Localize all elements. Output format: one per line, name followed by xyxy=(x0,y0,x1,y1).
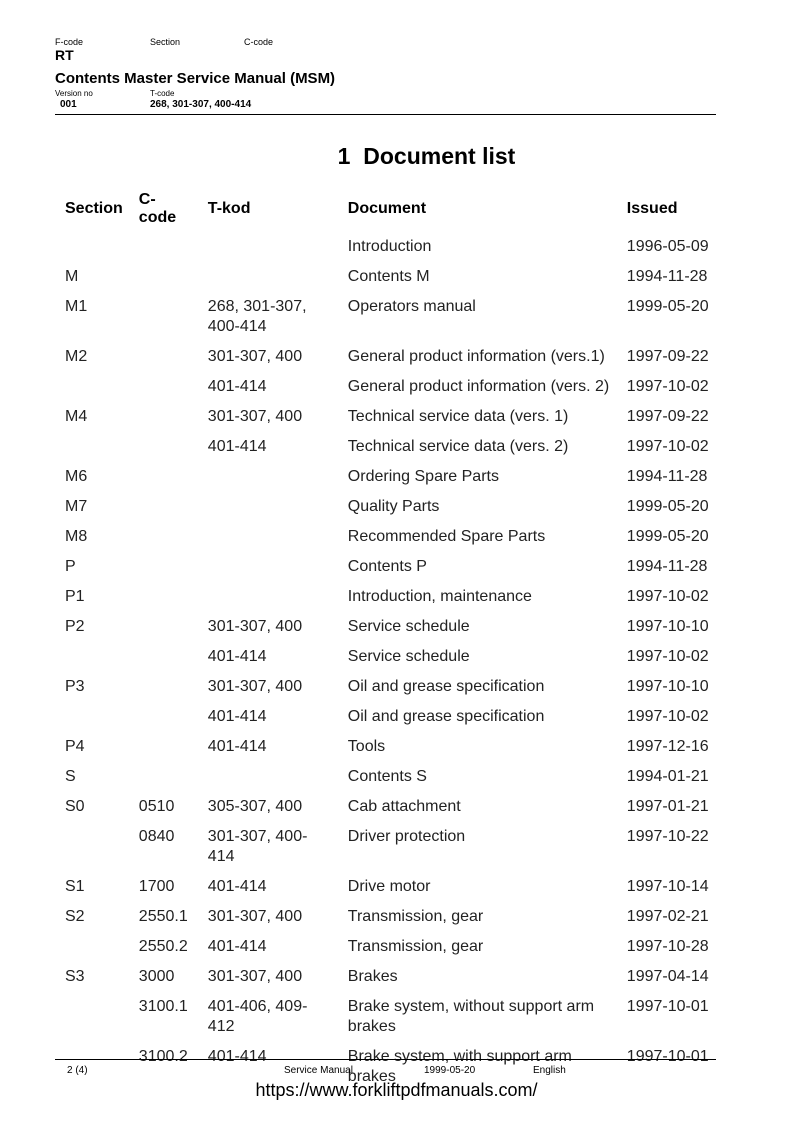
cell-document: Transmission, gear xyxy=(347,908,484,925)
cell-ccode: 1700 xyxy=(138,878,175,895)
table-row xyxy=(57,873,719,903)
fcode-value: RT xyxy=(55,47,74,63)
table-row xyxy=(57,933,719,963)
cell-ccode xyxy=(131,553,200,583)
tcode-label: T-code xyxy=(150,89,175,98)
cell-section: S1 xyxy=(65,878,85,895)
cell-ccode xyxy=(131,613,200,643)
cell-issued: 1997-10-02 xyxy=(626,648,709,665)
cell-document: Oil and grease specification xyxy=(347,708,545,725)
cell-issued: 1997-04-14 xyxy=(626,968,709,985)
heading-text: Document list xyxy=(363,143,516,169)
cell-issued: 1997-10-01 xyxy=(626,1048,709,1065)
cell-tkod xyxy=(200,523,340,553)
cell-tkod: 301-307, 400 xyxy=(207,618,303,635)
cell-document: Quality Parts xyxy=(347,498,440,515)
footer-doc-type: Service Manual xyxy=(284,1065,353,1076)
cell-ccode: 3000 xyxy=(138,968,175,985)
fcode-label: F-code xyxy=(55,37,84,47)
cell-ccode xyxy=(131,703,200,733)
cell-section: S xyxy=(65,768,76,785)
cell-ccode xyxy=(131,763,200,793)
cell-section: M4 xyxy=(65,408,88,425)
version-value: 001 xyxy=(60,99,77,110)
cell-tkod: 301-307, 400 xyxy=(207,348,303,365)
cell-section xyxy=(57,993,131,1043)
table-row xyxy=(57,523,719,553)
cell-ccode xyxy=(131,293,200,343)
cell-issued: 1994-11-28 xyxy=(626,268,708,285)
cell-document: Introduction, maintenance xyxy=(347,588,532,605)
document-title: Contents Master Service Manual (MSM) xyxy=(55,70,336,87)
cell-section: M xyxy=(65,268,79,285)
cell-ccode: 2550.2 xyxy=(138,938,188,955)
cell-issued: 1997-01-21 xyxy=(626,798,709,815)
cell-document: Service schedule xyxy=(347,618,470,635)
cell-tkod xyxy=(200,553,340,583)
table-row xyxy=(57,343,719,373)
table-body xyxy=(57,233,719,1093)
table-row xyxy=(57,463,719,493)
cell-document: Brakes xyxy=(347,968,398,985)
footer-divider xyxy=(55,1059,716,1060)
table-row xyxy=(57,403,719,433)
cell-document: Drive motor xyxy=(347,878,431,895)
cell-section: P4 xyxy=(65,738,85,755)
cell-section: M1 xyxy=(65,298,88,315)
table-row xyxy=(57,263,719,293)
cell-section xyxy=(57,933,131,963)
cell-ccode xyxy=(131,403,200,433)
cell-ccode xyxy=(131,263,200,293)
cell-document: Technical service data (vers. 2) xyxy=(347,438,569,455)
table-row xyxy=(57,673,719,703)
cell-document: General product information (vers.1) xyxy=(347,348,605,365)
document-table xyxy=(57,186,719,1093)
cell-tkod: 268, 301-307, 400-414 xyxy=(207,298,307,335)
cell-document: Transmission, gear xyxy=(347,938,484,955)
cell-tkod xyxy=(200,763,340,793)
source-url[interactable]: https://www.forkliftpdfmanuals.com/ xyxy=(255,1080,538,1100)
cell-section: M2 xyxy=(65,348,88,365)
cell-section: P xyxy=(65,558,76,575)
cell-issued: 1997-10-28 xyxy=(626,938,709,955)
cell-issued: 1997-10-10 xyxy=(626,678,709,695)
section-heading xyxy=(0,143,793,170)
cell-ccode xyxy=(131,643,200,673)
cell-tkod xyxy=(200,263,340,293)
cell-tkod: 401-406, 409-412 xyxy=(207,998,308,1035)
cell-ccode xyxy=(131,583,200,613)
cell-tkod: 301-307, 400 xyxy=(207,908,303,925)
table-row xyxy=(57,963,719,993)
cell-ccode xyxy=(131,493,200,523)
page-number: 2 (4) xyxy=(67,1065,88,1076)
page-footer xyxy=(55,1065,716,1079)
cell-ccode xyxy=(131,733,200,763)
cell-tkod: 401-414 xyxy=(207,438,267,455)
cell-tkod: 401-414 xyxy=(207,878,267,895)
cell-ccode: 0840 xyxy=(138,828,175,845)
cell-issued: 1996-05-09 xyxy=(626,238,709,255)
cell-issued: 1997-10-02 xyxy=(626,378,709,395)
header-divider xyxy=(55,114,716,115)
cell-section: M7 xyxy=(65,498,88,515)
cell-tkod xyxy=(200,233,340,263)
cell-section: M8 xyxy=(65,528,88,545)
cell-tkod xyxy=(200,463,340,493)
cell-ccode xyxy=(131,523,200,553)
cell-ccode xyxy=(131,673,200,703)
cell-issued: 1997-10-02 xyxy=(626,438,709,455)
footer-language: English xyxy=(533,1065,566,1076)
cell-document: Cab attachment xyxy=(347,798,461,815)
cell-document: Service schedule xyxy=(347,648,470,665)
cell-tkod: 401-414 xyxy=(207,938,267,955)
cell-issued: 1997-10-10 xyxy=(626,618,709,635)
table-row xyxy=(57,823,719,873)
table-row xyxy=(57,793,719,823)
cell-issued: 1994-01-21 xyxy=(626,768,709,785)
cell-tkod xyxy=(200,493,340,523)
cell-issued: 1994-11-28 xyxy=(626,558,708,575)
cell-document: Operators manual xyxy=(347,298,476,315)
table-row xyxy=(57,553,719,583)
cell-issued: 1999-05-20 xyxy=(626,498,709,515)
cell-document: Oil and grease specification xyxy=(347,678,545,695)
cell-document: Contents S xyxy=(347,768,427,785)
cell-tkod: 401-414 xyxy=(207,378,267,395)
section-label: Section xyxy=(150,37,181,47)
cell-issued: 1997-10-02 xyxy=(626,708,709,725)
footer-date: 1999-05-20 xyxy=(424,1065,476,1076)
cell-document: Contents P xyxy=(347,558,427,575)
cell-section: S3 xyxy=(65,968,85,985)
header-labels xyxy=(55,37,715,49)
table-row xyxy=(57,613,719,643)
cell-issued: 1997-10-01 xyxy=(626,998,709,1015)
cell-section xyxy=(57,823,131,873)
cell-section: P3 xyxy=(65,678,85,695)
cell-ccode xyxy=(131,463,200,493)
table-row xyxy=(57,583,719,613)
cell-ccode xyxy=(131,373,200,403)
table-row xyxy=(57,433,719,463)
cell-section xyxy=(57,233,131,263)
column-header-section: Section xyxy=(65,200,123,217)
cell-tkod: 301-307, 400 xyxy=(207,408,303,425)
table-header-row xyxy=(57,186,719,233)
cell-document: General product information (vers. 2) xyxy=(347,378,610,395)
column-header-tkod: T-kod xyxy=(207,200,251,217)
cell-issued: 1997-09-22 xyxy=(626,348,709,365)
cell-issued: 1999-05-20 xyxy=(626,298,709,315)
cell-ccode xyxy=(131,343,200,373)
column-header-ccode: C-code xyxy=(138,191,177,226)
cell-tkod: 401-414 xyxy=(207,1048,267,1065)
cell-tkod: 401-414 xyxy=(207,738,267,755)
cell-ccode: 3100.1 xyxy=(138,998,188,1015)
cell-tkod: 301-307, 400-414 xyxy=(207,828,308,865)
cell-document: Ordering Spare Parts xyxy=(347,468,499,485)
cell-section: S2 xyxy=(65,908,85,925)
ccode-label: C-code xyxy=(244,37,274,47)
cell-document: Brake system, with support arm brakes xyxy=(347,1048,572,1085)
cell-document: Recommended Spare Parts xyxy=(347,528,546,545)
cell-section xyxy=(57,373,131,403)
cell-section xyxy=(57,703,131,733)
table-row xyxy=(57,703,719,733)
heading-number: 1 xyxy=(337,143,351,169)
cell-issued: 1997-09-22 xyxy=(626,408,709,425)
table-row xyxy=(57,643,719,673)
cell-ccode: 0510 xyxy=(138,798,175,815)
cell-document: Tools xyxy=(347,738,386,755)
table-row xyxy=(57,763,719,793)
cell-tkod xyxy=(200,583,340,613)
cell-ccode xyxy=(131,433,200,463)
cell-issued: 1997-12-16 xyxy=(626,738,709,755)
table-row xyxy=(57,493,719,523)
cell-tkod: 305-307, 400 xyxy=(207,798,303,815)
column-header-issued: Issued xyxy=(626,200,678,217)
cell-section: M6 xyxy=(65,468,88,485)
cell-section: S0 xyxy=(65,798,85,815)
cell-tkod: 401-414 xyxy=(207,708,267,725)
table-row xyxy=(57,733,719,763)
cell-section xyxy=(57,643,131,673)
cell-tkod: 301-307, 400 xyxy=(207,678,303,695)
cell-document: Driver protection xyxy=(347,828,466,845)
cell-issued: 1999-05-20 xyxy=(626,528,709,545)
cell-issued: 1997-02-21 xyxy=(626,908,709,925)
version-label: Version no xyxy=(55,89,93,98)
table-row xyxy=(57,293,719,343)
cell-ccode: 3100.2 xyxy=(138,1048,188,1065)
table-row xyxy=(57,233,719,263)
cell-document: Contents M xyxy=(347,268,430,285)
cell-document: Brake system, without support arm brakes xyxy=(347,998,595,1035)
cell-issued: 1997-10-22 xyxy=(626,828,709,845)
table-row xyxy=(57,993,719,1043)
cell-ccode: 2550.1 xyxy=(138,908,188,925)
cell-section: P1 xyxy=(65,588,85,605)
cell-section: P2 xyxy=(65,618,85,635)
table-row xyxy=(57,903,719,933)
tcode-value: 268, 301-307, 400-414 xyxy=(150,99,252,110)
column-header-document: Document xyxy=(347,200,427,217)
cell-ccode xyxy=(131,233,200,263)
cell-tkod: 401-414 xyxy=(207,648,267,665)
version-labels xyxy=(55,89,715,99)
table-row xyxy=(57,373,719,403)
cell-issued: 1997-10-14 xyxy=(626,878,709,895)
cell-document: Introduction xyxy=(347,238,432,255)
cell-issued: 1997-10-02 xyxy=(626,588,709,605)
cell-tkod: 301-307, 400 xyxy=(207,968,303,985)
cell-section xyxy=(57,433,131,463)
cell-document: Technical service data (vers. 1) xyxy=(347,408,569,425)
version-values xyxy=(55,99,715,111)
cell-issued: 1994-11-28 xyxy=(626,468,708,485)
